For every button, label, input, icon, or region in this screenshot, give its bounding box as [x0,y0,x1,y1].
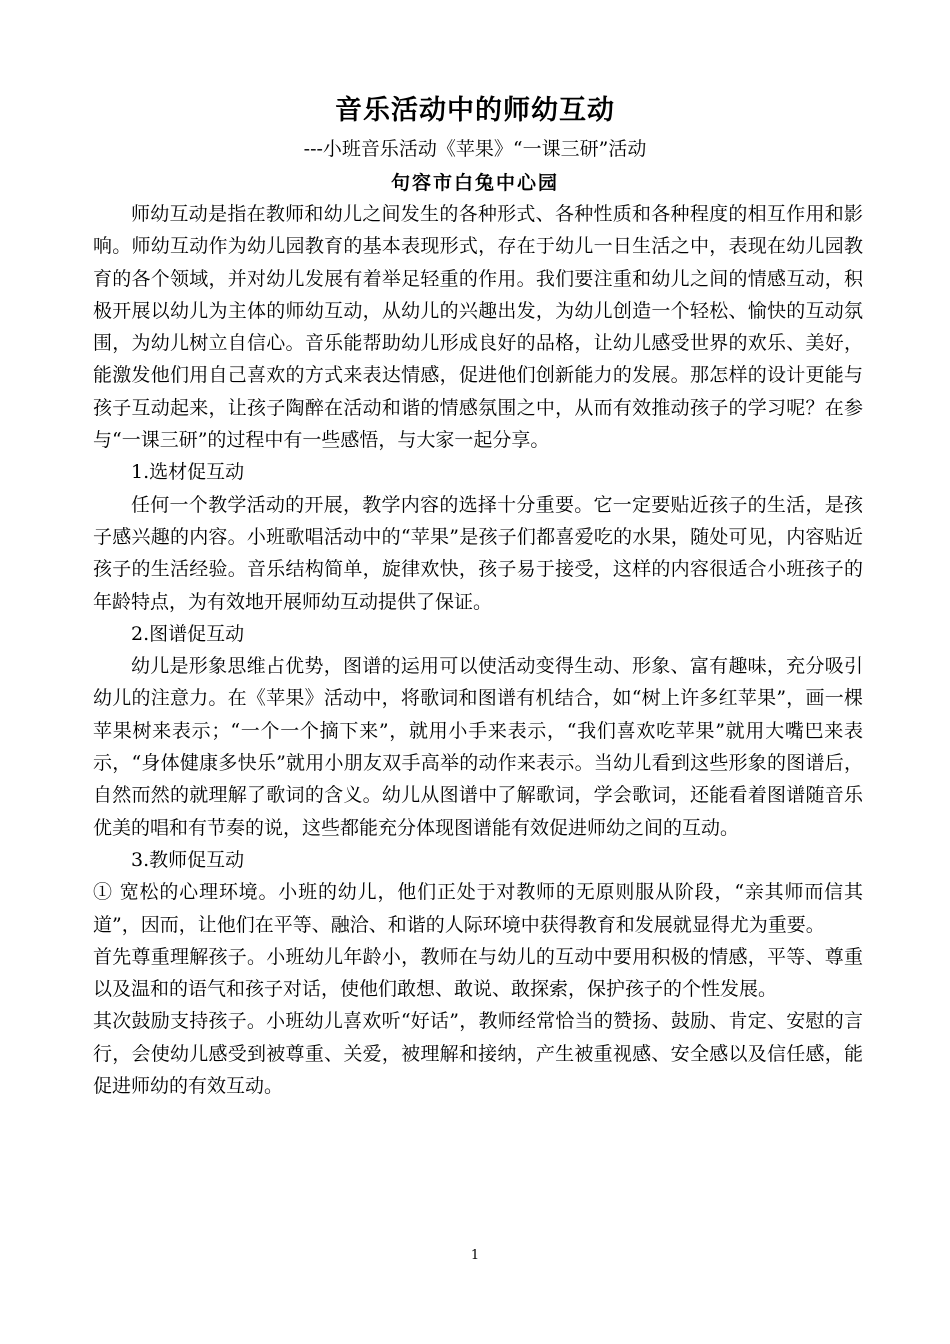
paragraph-section-3-item-1: ① 宽松的心理环境。小班的幼儿，他们正处于对教师的无原则服从阶段，“亲其师而信其道”，因而，让他们在平等、融洽、和谐的人际环境中获得教育和发展就显得尤为重要。 [93,881,863,936]
paragraph-section-1: 任何一个教学活动的开展，教学内容的选择十分重要。它一定要贴近孩子的生活，是孩子感兴趣的内容。小班歌唱活动中的“苹果”是孩子们都喜爱吃的水果，随处可见，内容贴近孩子的生活经验。音乐结构简单，旋律欢快，孩子易于接受，这样的内容很适合小班孩子的年龄特点，为有效地开展师幼互动提供了保证。 [93,493,863,613]
section-heading-1: 1.选材促互动 [131,461,245,484]
section-heading-2: 2.图谱促互动 [131,622,245,645]
page-subtitle: ---小班音乐活动《苹果》“一课三研”活动 [303,138,647,160]
paragraph-intro: 师幼互动是指在教师和幼儿之间发生的各种形式、各种性质和各种程度的相互作用和影响。师幼互动作为幼儿园教育的基本表现形式，存在于幼儿一日生活之中，表现在幼儿园教育的各个领域，并对幼儿发展有着举足轻重的作用。我们要注重和幼儿之间的情感互动，积极开展以幼儿为主体的师幼互动，从幼儿的兴趣出发，为幼儿创造一个轻松、愉快的互动氛围，为幼儿树立自信心。音乐能帮助幼儿形成良好的品格，让幼儿感受世界的欢乐、美好，能激发他们用自己喜欢的方式来表达情感，促进他们创新能力的发展。那怎样的设计更能与孩子互动起来，让孩子陶醉在活动和谐的情感氛围之中，从而有效推动孩子的学习呢？在参与“一课三研”的过程中有一些感悟，与大家一起分享。 [93,203,863,452]
paragraph-section-3-first: 首先尊重理解孩子。小班幼儿年龄小，教师在与幼儿的互动中要用积极的情感，平等、尊重以及温和的语气和孩子对话，使他们敢想、敢说、敢探索，保护孩子的个性发展。 [93,945,863,1001]
document-body [93,198,863,1102]
paragraph-section-3-second: 其次鼓励支持孩子。小班幼儿喜欢听“好话”，教师经常恰当的赞扬、鼓励、肯定、安慰的言行，会使幼儿感受到被尊重、关爱，被理解和接纳，产生被重视感、安全感以及信任感，能促进师幼的有效互动。 [93,1010,863,1098]
page-number: 1 [470,1248,480,1263]
section-heading-3: 3.教师促互动 [131,848,245,871]
paragraph-section-2: 幼儿是形象思维占优势，图谱的运用可以使活动变得生动、形象、富有趣味，充分吸引幼儿的注意力。在《苹果》活动中，将歌词和图谱有机结合，如“树上许多红苹果”，画一棵苹果树来表示；“一个一个摘下来”，就用小手来表示，“我们喜欢吃苹果”就用大嘴巴来表示，“身体健康多快乐”就用小朋友双手高举的动作来表示。当幼儿看到这些形象的图谱后，自然而然的就理解了歌词的含义。幼儿从图谱中了解歌词，学会歌词，还能看着图谱随音乐优美的唱和有节奏的说，这些都能充分体现图谱能有效促进师幼之间的互动。 [93,655,863,839]
organization-name: 句容市白兔中心园 [390,172,559,194]
page-title: 音乐活动中的师幼互动 [335,95,615,126]
